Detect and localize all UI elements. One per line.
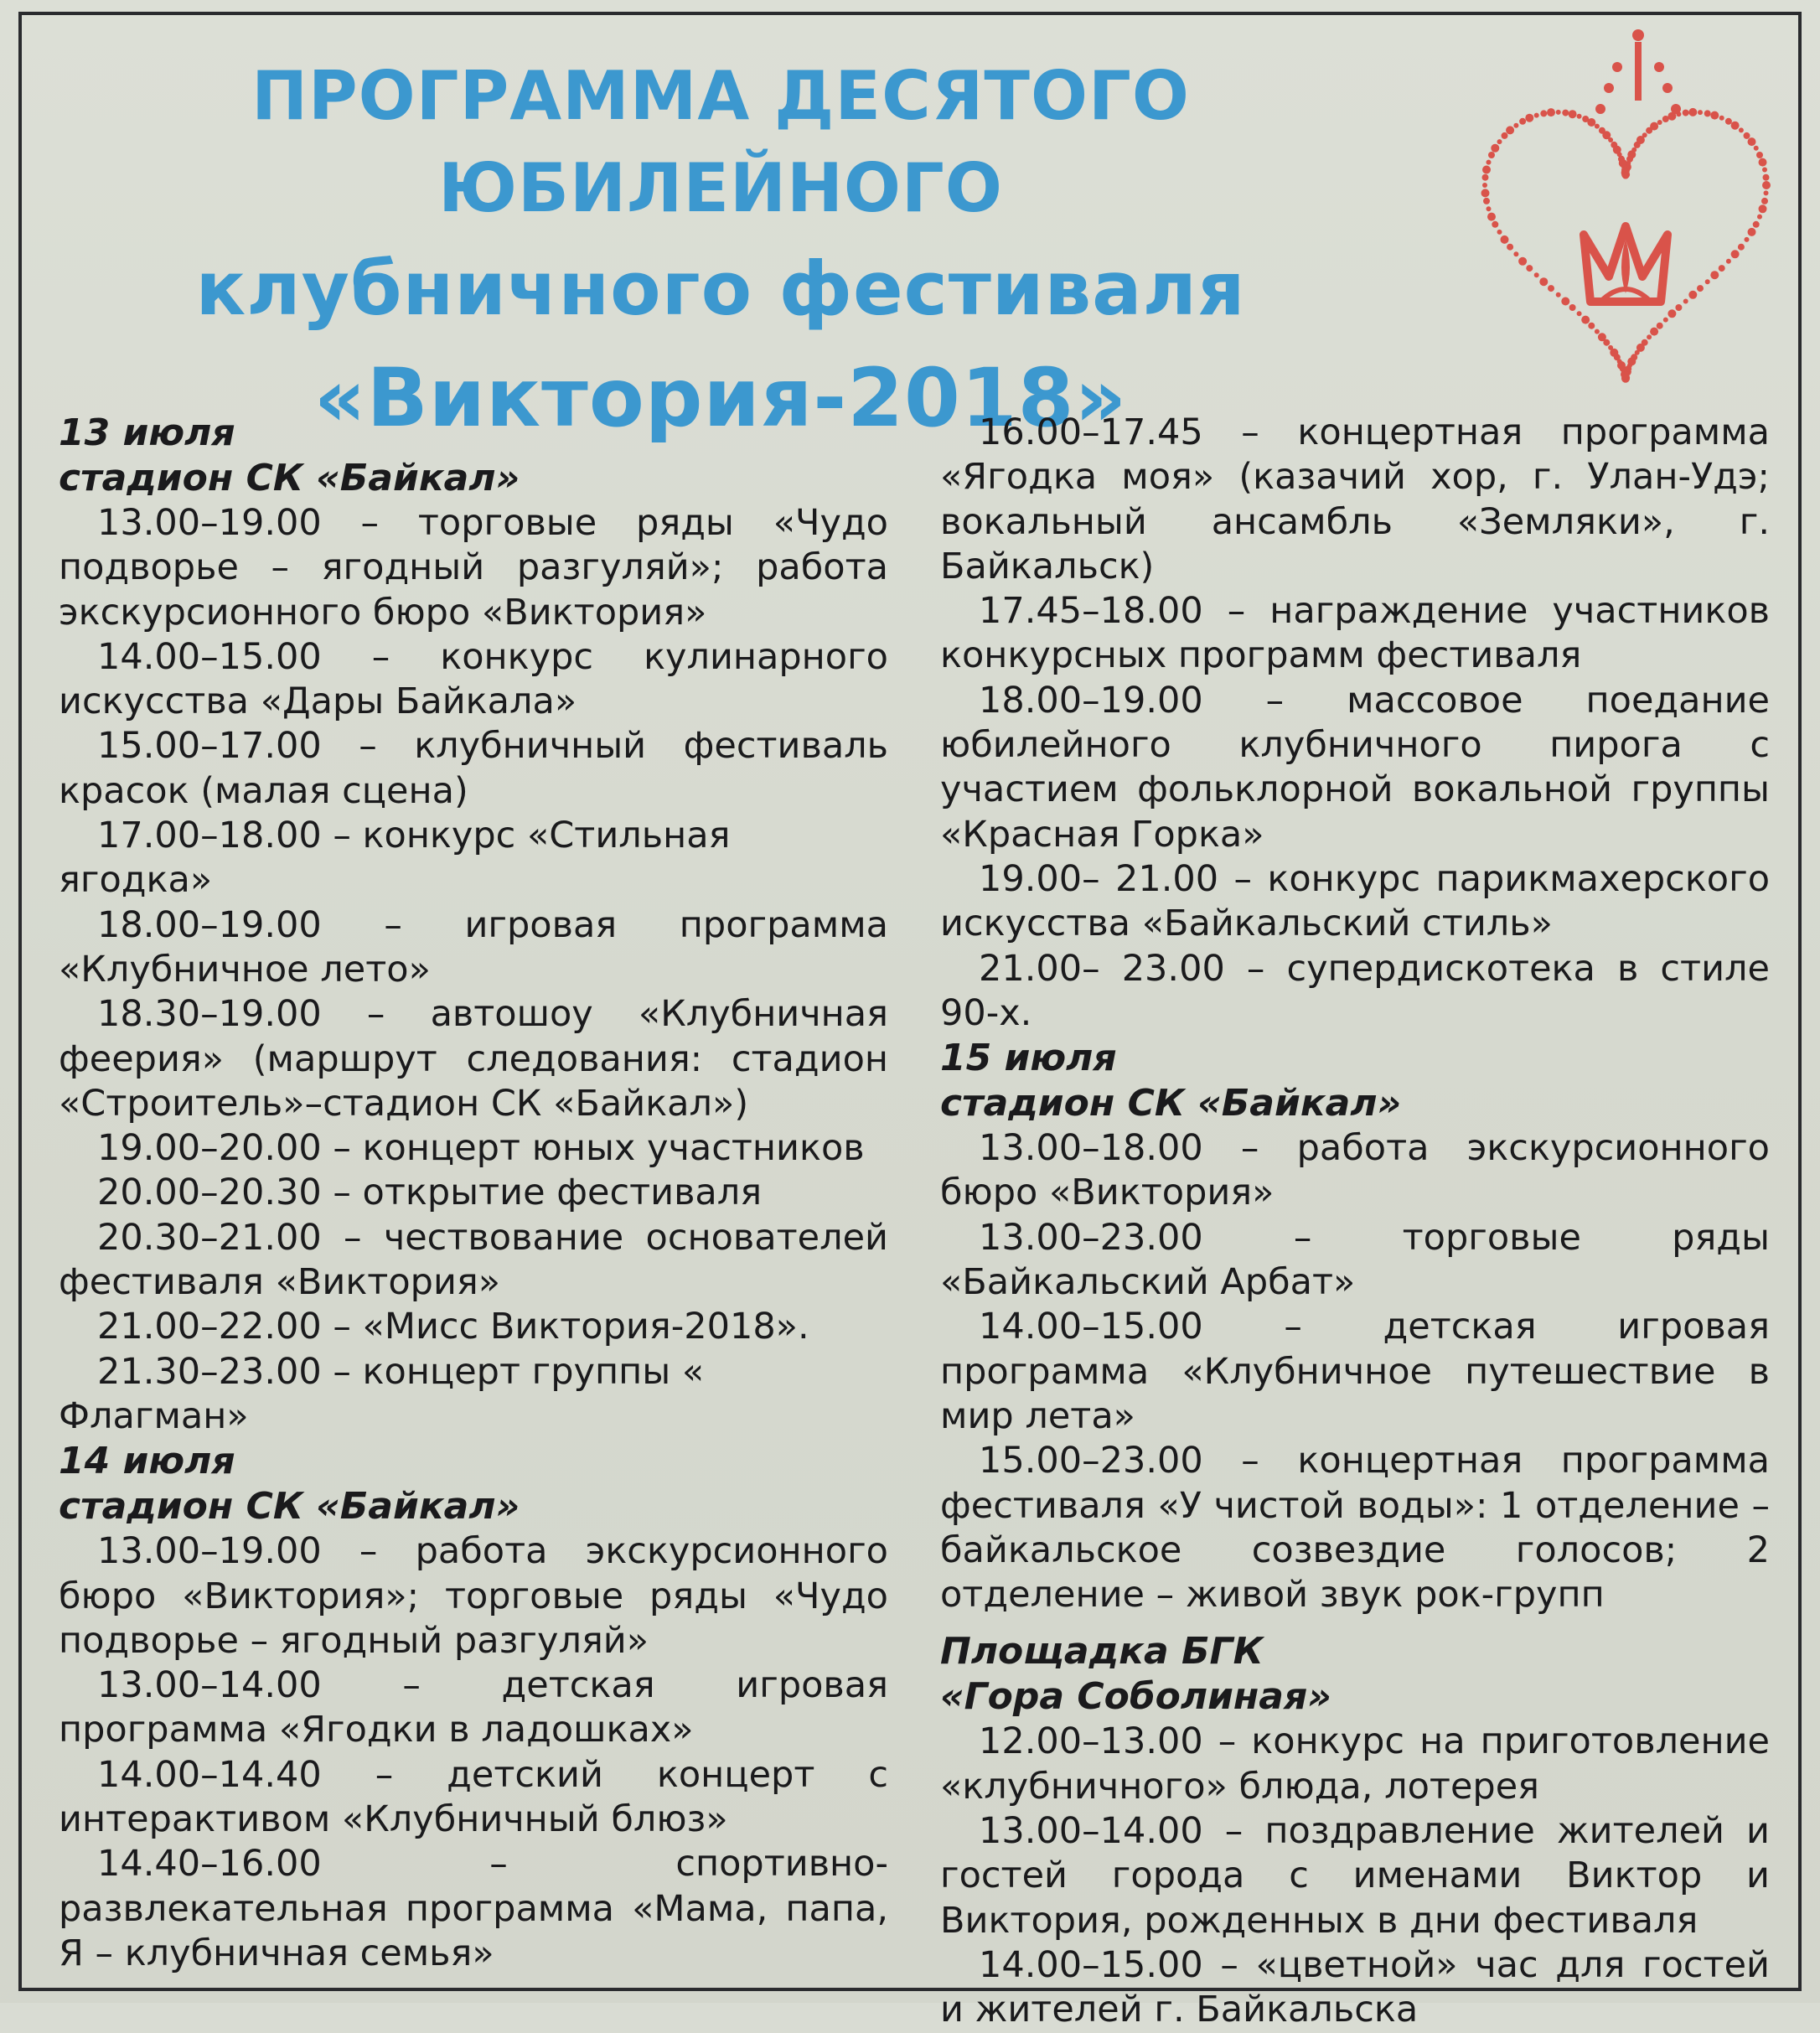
title-line-1: ПРОГРАММА ДЕСЯТОГО ЮБИЛЕЙНОГО xyxy=(251,57,1190,227)
heart-dot xyxy=(1657,120,1662,125)
heart-dot xyxy=(1526,265,1533,272)
heart-dot xyxy=(1761,198,1768,204)
heart-dot xyxy=(1763,174,1770,181)
list-item: 13.00–23.00 – торговые ряды «Байкальский Арбат» xyxy=(940,1216,1770,1304)
heart-dot xyxy=(1507,244,1513,251)
heart-dot xyxy=(1502,132,1508,139)
heart-dot xyxy=(1548,285,1554,292)
heart-dot xyxy=(1759,158,1767,167)
list-item: 13.00–19.00 – торговые ряды «Чудо подворье – ягодный разгуляй»; работа экскурсионного бюро «Виктория» xyxy=(59,502,888,634)
heart-dot xyxy=(1650,328,1658,336)
heart-dot xyxy=(1562,110,1569,116)
heart-dot xyxy=(1497,139,1502,144)
heart-dot xyxy=(1487,160,1492,165)
heart-dot xyxy=(1506,126,1514,134)
heart-dot xyxy=(1519,118,1526,125)
heart-dot xyxy=(1683,299,1688,304)
heart-dot xyxy=(1588,323,1595,329)
schedule-left-column xyxy=(59,411,888,1976)
heart-dot xyxy=(1647,334,1652,339)
heart-dot xyxy=(1598,333,1606,341)
heart-dot xyxy=(1487,213,1496,221)
heart-dot xyxy=(1759,204,1767,213)
heart-dot xyxy=(1482,166,1491,174)
heart-dot xyxy=(1683,110,1689,116)
venue-bgk-name: «Гора Соболиная» xyxy=(940,1675,1331,1719)
schedule-right-column xyxy=(940,411,1770,2033)
day-13-date: 13 июля xyxy=(59,411,235,454)
list-item: 14.00–15.00 – детская игровая программа «Клубничное путешествие в мир лета» xyxy=(940,1306,1770,1437)
heart-dot xyxy=(1719,265,1725,272)
list-item: 20.00–20.30 – открытие фестиваля xyxy=(97,1172,763,1214)
heart-dot xyxy=(1513,123,1518,128)
heart-dot xyxy=(1762,168,1767,173)
heart-dot xyxy=(1738,244,1745,251)
list-item: 21.00–22.00 – «Мисс Виктория-2018». xyxy=(97,1306,809,1348)
list-item: 18.00–19.00 – массовое поедание юбилейного клубничного пирога с участием фольклорной вокальной группы «Красная Горка» xyxy=(940,679,1770,856)
heart-dot xyxy=(1663,318,1668,323)
list-item: 13.00–18.00 – работа экскурсионного бюро «Виктория» xyxy=(940,1127,1770,1214)
heart-dot xyxy=(1491,144,1499,153)
heart-dot xyxy=(1547,108,1555,116)
heart-dot xyxy=(1534,113,1539,118)
heart-dot xyxy=(1483,198,1490,204)
heart-dot xyxy=(1688,108,1697,116)
list-item: 20.30–21.00 – чествование основателей фестиваля «Виктория» xyxy=(59,1216,888,1304)
heart-dot xyxy=(1748,137,1756,146)
heart-dot xyxy=(1539,277,1548,286)
heart-dot xyxy=(1501,235,1509,244)
heart-dot xyxy=(1726,259,1731,264)
heart-dot xyxy=(1688,291,1697,299)
heart-dot xyxy=(1497,230,1502,235)
heart-dot xyxy=(1622,173,1629,179)
heart-dot xyxy=(1513,251,1518,256)
heart-dot xyxy=(1719,116,1724,121)
day-14-venue: стадион СК «Байкал» xyxy=(59,1485,520,1529)
heart-dot xyxy=(1561,297,1569,306)
heart-dot xyxy=(1739,127,1744,132)
list-item: 13.00–14.00 – поздравление жителей и гостей города с именами Виктор и Виктория, рожденных в дни фестиваля xyxy=(940,1810,1770,1942)
heart-dot xyxy=(1525,114,1533,122)
heart-dot xyxy=(1518,257,1527,266)
heart-dot xyxy=(1587,118,1595,127)
list-item: 17.00–18.00 – конкурс «Стильная ягодка» xyxy=(59,815,731,902)
heart-dot xyxy=(1581,316,1590,324)
heart-dot xyxy=(1577,311,1582,316)
heart-dot xyxy=(1698,110,1703,115)
heart-dot xyxy=(1675,304,1682,311)
heart-dot xyxy=(1569,304,1576,311)
title-line-3: «Виктория-2018» xyxy=(313,351,1128,445)
heart-dot xyxy=(1710,271,1719,279)
heart-dot xyxy=(1556,292,1561,297)
list-item: 21.30–23.00 – концерт группы « Флагман» xyxy=(59,1350,705,1437)
heart-dot xyxy=(1595,329,1600,334)
heart-dot xyxy=(1710,111,1719,120)
list-item: 15.00–17.00 – клубничный фестиваль красок (малая сцена) xyxy=(59,725,888,812)
heart-dot xyxy=(1697,285,1704,292)
title-line-2: клубничного фестиваля xyxy=(195,246,1246,332)
heart-dot xyxy=(1762,181,1771,189)
heart-dot xyxy=(1642,132,1647,137)
heart-dot xyxy=(1754,146,1759,151)
list-item: 18.00–19.00 – игровая программа «Клубничное лето» xyxy=(59,903,888,991)
heart-dot xyxy=(1731,250,1740,258)
heart-dot xyxy=(1540,110,1547,116)
heart-dot xyxy=(1631,147,1636,153)
list-item: 14.00–15.00 – «цветной» час для гостей и жителей г. Байкальска xyxy=(940,1943,1770,2031)
heart-dot xyxy=(1748,228,1756,236)
list-item: 12.00–13.00 – конкурс на приготовление «клубничного» блюда, лотерея xyxy=(940,1720,1770,1808)
heart-dot xyxy=(1705,279,1710,284)
heart-dot xyxy=(1753,221,1760,228)
heart-dot xyxy=(1731,122,1740,130)
heart-dot xyxy=(1481,189,1490,197)
heart-dot xyxy=(1650,122,1658,131)
list-item: 19.00–20.00 – концерт юных участников xyxy=(97,1127,865,1170)
heart-dot xyxy=(1704,110,1711,116)
heart-dot xyxy=(1667,309,1676,318)
list-item: 14.00–14.40 – детский концерт с интерактивом «Клубничный блюз» xyxy=(59,1753,888,1841)
list-item: 13.00–19.00 – работа экскурсионного бюро «Виктория»; торговые ряды «Чудо подворье – ягодный разгуляй» xyxy=(59,1530,888,1662)
heart-dot xyxy=(1745,237,1750,242)
list-item: 15.00–23.00 – концертная программа фестиваля «У чистой воды»: 1 отделение – байкальское созвездие голосов; 2 отделение – живой звук рок-групп xyxy=(940,1440,1770,1617)
heart-dot xyxy=(1488,152,1495,158)
list-item: 14.40–16.00 – спортивно-развлекательная программа «Мама, папа, Я – клубничная семья» xyxy=(59,1843,888,1974)
list-item: 19.00– 21.00 – конкурс парикмахерского искусства «Байкальский стиль» xyxy=(940,857,1770,945)
venue-bgk-title: Площадка БГК xyxy=(940,1630,1264,1673)
strawberry-heart-crown-logo xyxy=(1475,25,1776,402)
heart-dot xyxy=(1756,152,1763,158)
heart-dot xyxy=(1482,183,1487,188)
heart-dot xyxy=(1595,124,1600,129)
heart-dot xyxy=(1764,190,1769,195)
heart-dot xyxy=(1744,132,1750,139)
list-item: 13.00–14.00 – детская игровая программа «Ягодки в ладошках» xyxy=(59,1664,888,1751)
heart-dot xyxy=(1556,110,1561,115)
list-item: 17.45–18.00 – награждение участников конкурсных программ фестиваля xyxy=(940,590,1770,677)
heart-dot xyxy=(1657,323,1663,329)
list-item: 18.30–19.00 – автошоу «Клубничная феерия» (маршрут следования: стадион «Строитель»–стадион СК «Байкал») xyxy=(59,993,888,1125)
heart-dot xyxy=(1487,206,1492,211)
heart-dot xyxy=(1757,215,1762,220)
day-14-date: 14 июля xyxy=(59,1440,235,1483)
heart-dot xyxy=(1492,221,1498,228)
heart-dot xyxy=(1534,272,1539,277)
heart-dot xyxy=(1608,345,1613,350)
day-15-date: 15 июля xyxy=(940,1037,1117,1080)
heart-dot xyxy=(1569,110,1577,118)
heart-dot xyxy=(1725,118,1732,125)
heart-dot xyxy=(1482,174,1489,181)
heart-dot xyxy=(1577,114,1582,119)
list-item: 14.00–15.00 – конкурс кулинарного искусства «Дары Байкала» xyxy=(59,635,888,723)
day-13-venue: стадион СК «Байкал» xyxy=(59,457,520,499)
list-item: 21.00– 23.00 – супердискотека в стиле 90-х. xyxy=(940,947,1770,1034)
program-title xyxy=(50,50,1391,453)
day-15-venue: стадион СК «Байкал» xyxy=(940,1082,1402,1125)
heart-dot xyxy=(1608,137,1613,142)
list-item: 16.00–17.45 – концертная программа «Ягодка моя» (казачий хор, г. Улан-Удэ; вокальный ансамбль «Земляки», г. Байкальск) xyxy=(940,411,1770,587)
